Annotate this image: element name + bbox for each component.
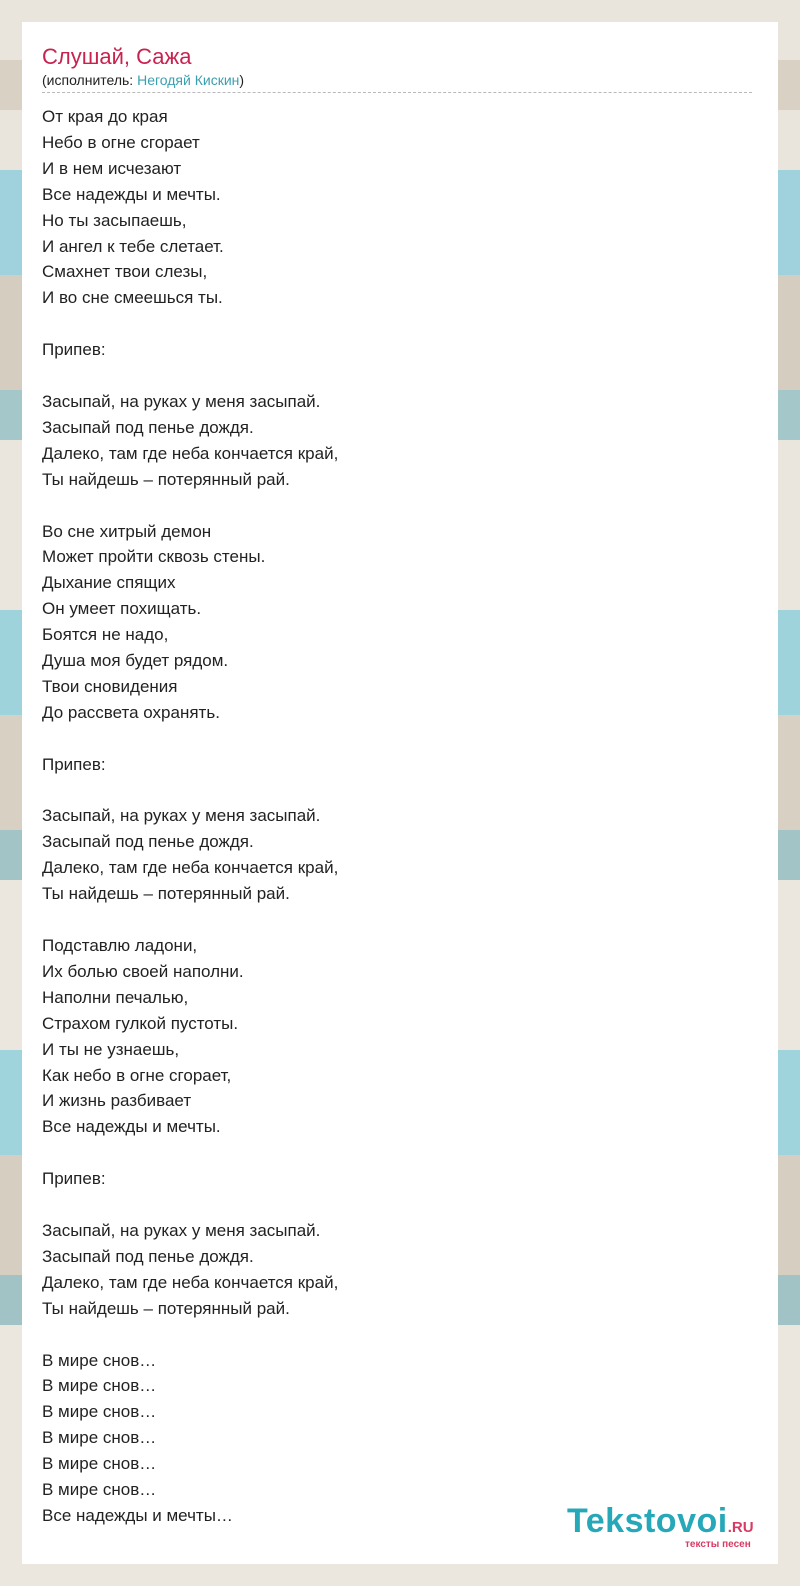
lyrics-text: От края до края Небо в огне сгорает И в нем исчезают Все надежды и мечты. Но ты засыпаешь, И ангел к тебе слетает. Смахнет твои слезы, И во сне смеешься ты. Припев: Засыпай, на руках у меня засыпай. Засыпай под пенье дождя. Далеко, там где неба кончается край, Ты найдешь – потерянный рай. Во сне хитрый демон Может пройти сквозь стены. Дыхание спящих Он умеет похищать. Боятся не надо, Душа моя будет рядом. Твои сновидения До рассвета охранять. Припев: Засыпай, на руках у меня засыпай. Засыпай под пенье дождя. Далеко, там где неба кончается край, Ты найдешь – потерянный рай. Подставлю ладони, Их болью своей наполни. Наполни печалью, Страхом гулкой пустоты. И ты не узнаешь, Как небо в огне сгорает, И жизнь разбивает Все надежды и мечты. Припев: Засыпай, на руках у меня засыпай. Засыпай под пенье дождя. Далеко, там где неба кончается край, Ты найдешь – потерянный рай. В мире снов… В мире снов… В мире снов… В мире снов… В мире снов… В мире снов… Все надежды и мечты…: [42, 107, 339, 1525]
song-title: Слушай, Сажа: [42, 44, 192, 69]
site-logo[interactable]: [567, 1502, 777, 1552]
byline: [42, 72, 244, 88]
artist-link[interactable]: Негодяй Кискин: [137, 72, 240, 88]
logo-wordmark: Tekstovoi: [567, 1502, 728, 1540]
divider: [42, 92, 752, 93]
logo-tld: .RU: [727, 1519, 754, 1536]
byline-prefix: (исполнитель:: [42, 72, 138, 88]
logo-tagline: тексты песен: [685, 1539, 751, 1550]
lyrics-card: [22, 22, 778, 1564]
byline-suffix: ): [239, 72, 245, 88]
